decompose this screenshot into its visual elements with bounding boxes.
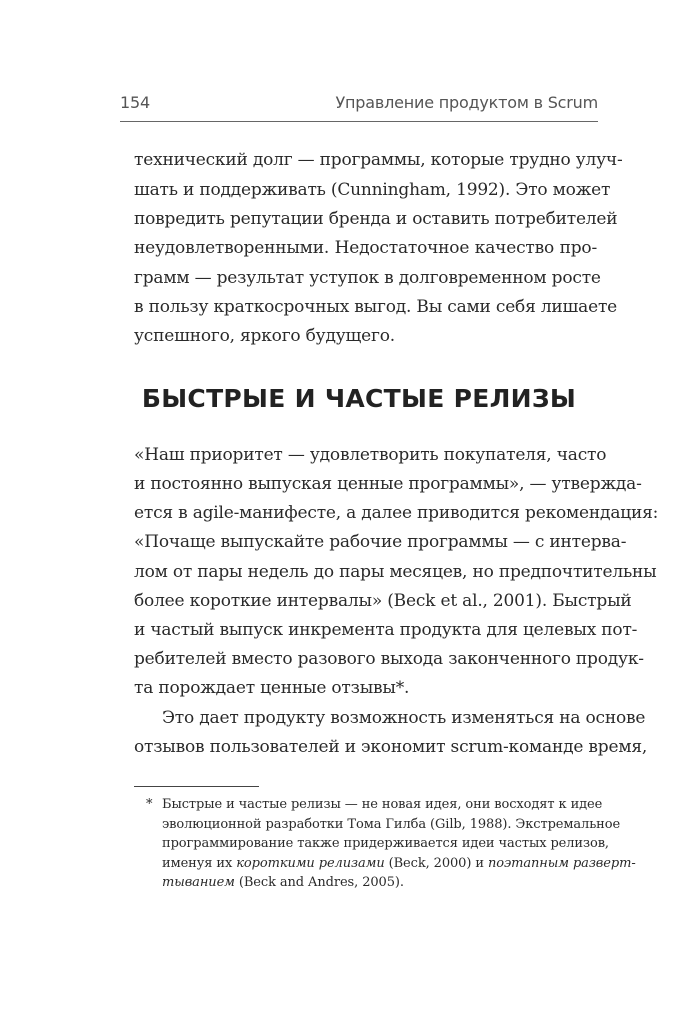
paragraph1-line: неудовлетворенными. Недостаточное качество про- xyxy=(134,238,597,258)
paragraph3-line: отзывов пользователей и экономит scrum-команде время, xyxy=(134,737,648,757)
footnote-marker: * xyxy=(146,797,153,812)
paragraph1-line: шать и поддерживать (Cunningham, 1992). Это может xyxy=(134,180,611,200)
footnote-emphasis: тыванием xyxy=(162,875,235,890)
footnote-line xyxy=(162,854,636,874)
paragraph1-line: грамм — результат уступок в долговременном росте xyxy=(134,268,601,288)
paragraph1-line: повредить репутации бренда и оставить потребителей xyxy=(134,209,618,229)
footnote-line xyxy=(162,873,597,893)
page-number: 154 xyxy=(120,93,150,112)
paragraph2-line: более короткие интервалы» (Beck et al., 2001). Быстрый xyxy=(134,591,632,611)
footnote-line: программирование также придерживается идеи частых релизов, xyxy=(162,836,609,851)
footnote-rule xyxy=(134,786,259,787)
paragraph2-line: та порождает ценные отзывы*. xyxy=(134,678,410,698)
footnote-text: (Beck, 2000) и xyxy=(384,856,488,871)
paragraph2-line: ребителей вместо разового выхода законченного продук- xyxy=(134,649,644,669)
footnote-text: именуя их xyxy=(162,856,237,871)
paragraph2-line: «Почаще выпускайте рабочие программы — с интерва- xyxy=(134,532,627,552)
running-title: Управление продуктом в Scrum xyxy=(335,93,598,112)
paragraph2-line: ется в agile-манифесте, а далее приводится рекомендация: xyxy=(134,503,659,523)
footnote-text: (Beck and Andres, 2005). xyxy=(234,875,404,890)
footnote-emphasis: короткими релизами xyxy=(236,856,385,871)
paragraph2-line: и частый выпуск инкремента продукта для целевых пот- xyxy=(134,620,638,640)
paragraph1-line: в пользу краткосрочных выгод. Вы сами себя лишаете xyxy=(134,297,618,317)
footnote-line: эволюционной разработки Тома Гилба (Gilb, 1988). Экстремальное xyxy=(162,817,621,832)
paragraph2-line: и постоянно выпуская ценные программы», — утвержда- xyxy=(134,474,642,494)
paragraph1-line: успешного, яркого будущего. xyxy=(134,326,395,346)
running-head xyxy=(120,93,598,119)
paragraph2-line: «Наш приоритет — удовлетворить покупателя, часто xyxy=(134,445,607,465)
footnote-line: Быстрые и частые релизы — не новая идея, они восходят к идее xyxy=(162,797,603,812)
footnote-emphasis: поэтапным разверт- xyxy=(487,856,636,871)
paragraph2-line: лом от пары недель до пары месяцев, но предпочтительны xyxy=(134,562,657,582)
paragraph1-line: технический долг — программы, которые трудно улуч- xyxy=(134,150,623,170)
paragraph3-line: Это дает продукту возможность изменяться на основе xyxy=(162,708,646,728)
section-heading: БЫСТРЫЕ И ЧАСТЫЕ РЕЛИЗЫ xyxy=(141,384,577,413)
header-rule xyxy=(120,121,598,122)
